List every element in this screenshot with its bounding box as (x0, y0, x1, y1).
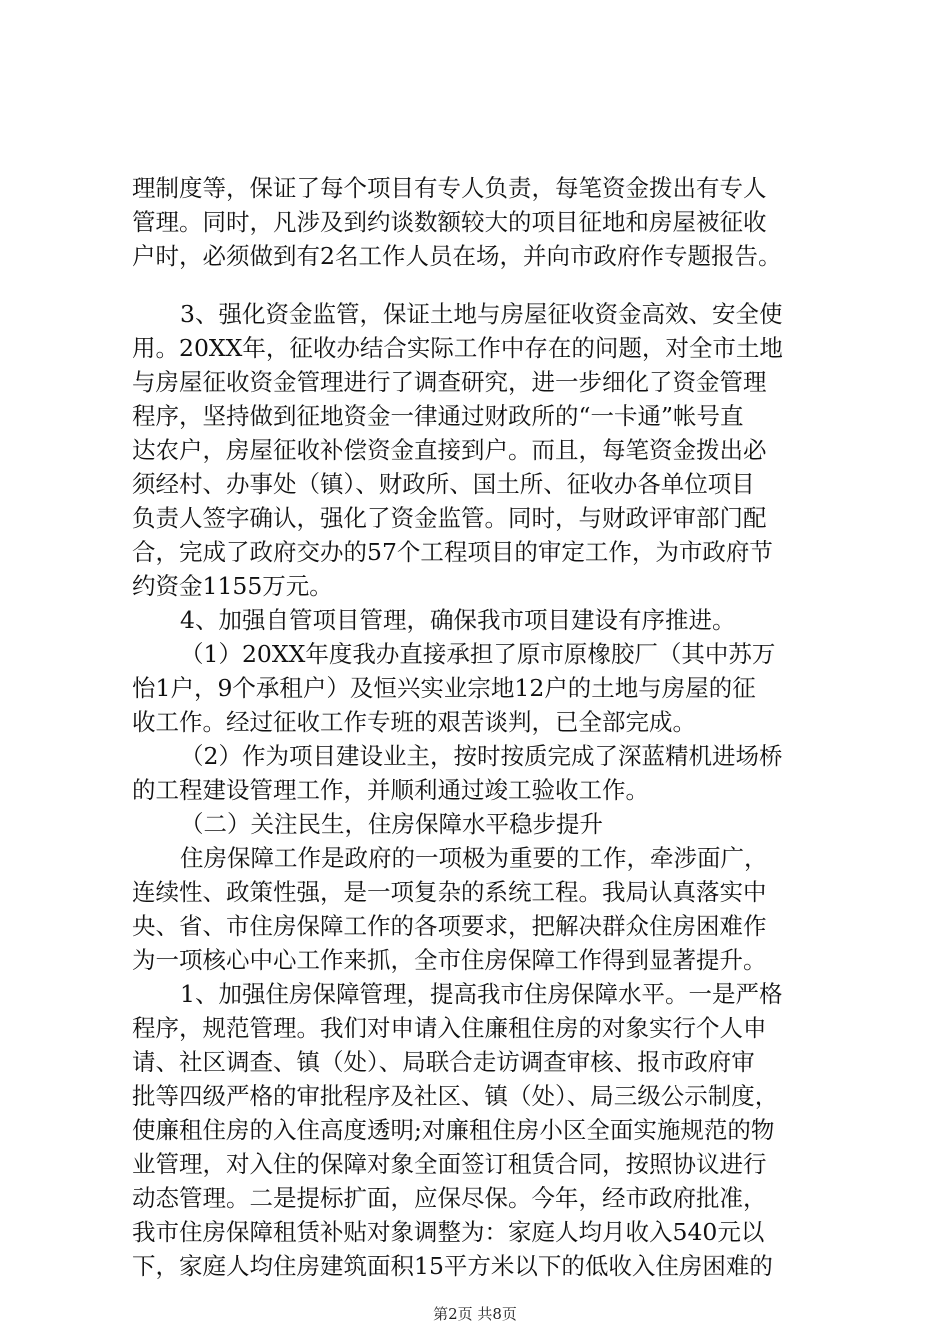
text-line: 须经村、办事处（镇）、财政所、国土所、征收办各单位项目 (132, 470, 755, 498)
text-line: 的工程建设管理工作，并顺利通过竣工验收工作。 (132, 776, 649, 804)
text-line: 1、加强住房保障管理，提高我市住房保障水平。一是严格 (180, 980, 783, 1008)
text-line: 程序，规范管理。我们对申请入住廉租住房的对象实行个人申 (132, 1014, 767, 1042)
text-line: （2）作为项目建设业主，按时按质完成了深蓝精机进场桥 (180, 742, 783, 770)
text-line: 收工作。经过征收工作专班的艰苦谈判，已全部完成。 (132, 708, 696, 736)
text-line: 程序，坚持做到征地资金一律通过财政所的“一卡通”帐号直 (132, 402, 744, 430)
text-line: 与房屋征收资金管理进行了调查研究，进一步细化了资金管理 (132, 368, 767, 396)
text-line: 户时，必须做到有2名工作人员在场，并向市政府作专题报告。 (132, 242, 782, 270)
text-line: 用。20XX年，征收办结合实际工作中存在的问题，对全市土地 (132, 334, 783, 362)
text-line: 为一项核心中心工作来抓，全市住房保障工作得到显著提升。 (132, 946, 767, 974)
text-line: 连续性、政策性强，是一项复杂的系统工程。我局认真落实中 (132, 878, 767, 906)
text-line: 负责人签字确认，强化了资金监管。同时，与财政评审部门配 (132, 504, 767, 532)
text-line: 达农户，房屋征收补偿资金直接到户。而且，每笔资金拨出必 (132, 436, 767, 464)
text-line: 业管理，对入住的保障对象全面签订租赁合同，按照协议进行 (132, 1150, 767, 1178)
text-line: 管理。同时，凡涉及到约谈数额较大的项目征地和房屋被征收 (132, 208, 767, 236)
text-line: 批等四级严格的审批程序及社区、镇（处）、局三级公示制度， (132, 1082, 779, 1110)
text-line: 4、加强自管项目管理，确保我市项目建设有序推进。 (180, 606, 736, 634)
text-line: 请、社区调查、镇（处）、局联合走访调查审核、报市政府审 (132, 1048, 755, 1076)
text-line: 合，完成了政府交办的57个工程项目的审定工作，为市政府节 (132, 538, 773, 566)
text-line: 使廉租住房的入住高度透明;对廉租住房小区全面实施规范的物 (132, 1116, 775, 1144)
text-line: 住房保障工作是政府的一项极为重要的工作，牵涉面广， (180, 844, 768, 872)
text-line: 约资金1155万元。 (132, 572, 333, 600)
text-line: 动态管理。二是提标扩面，应保尽保。今年，经市政府批准， (132, 1184, 767, 1212)
text-line: 央、省、市住房保障工作的各项要求，把解决群众住房困难作 (132, 912, 767, 940)
text-line: 下，家庭人均住房建筑面积15平方米以下的低收入住房困难的 (132, 1252, 773, 1280)
text-line: 3、强化资金监管，保证土地与房屋征收资金高效、安全使 (180, 300, 783, 328)
section-heading: （二）关注民生，住房保障水平稳步提升 (180, 810, 603, 838)
text-line: （1）20XX年度我办直接承担了原市原橡胶厂（其中苏万 (180, 640, 776, 668)
text-line: 怡1户，9个承租户）及恒兴实业宗地12户的土地与房屋的征 (132, 674, 756, 702)
text-line: 我市住房保障租赁补贴对象调整为：家庭人均月收入540元以 (132, 1218, 765, 1246)
page-number: 第2页 共8页 (433, 1305, 517, 1323)
text-line: 理制度等，保证了每个项目有专人负责，每笔资金拨出有专人 (132, 174, 767, 202)
